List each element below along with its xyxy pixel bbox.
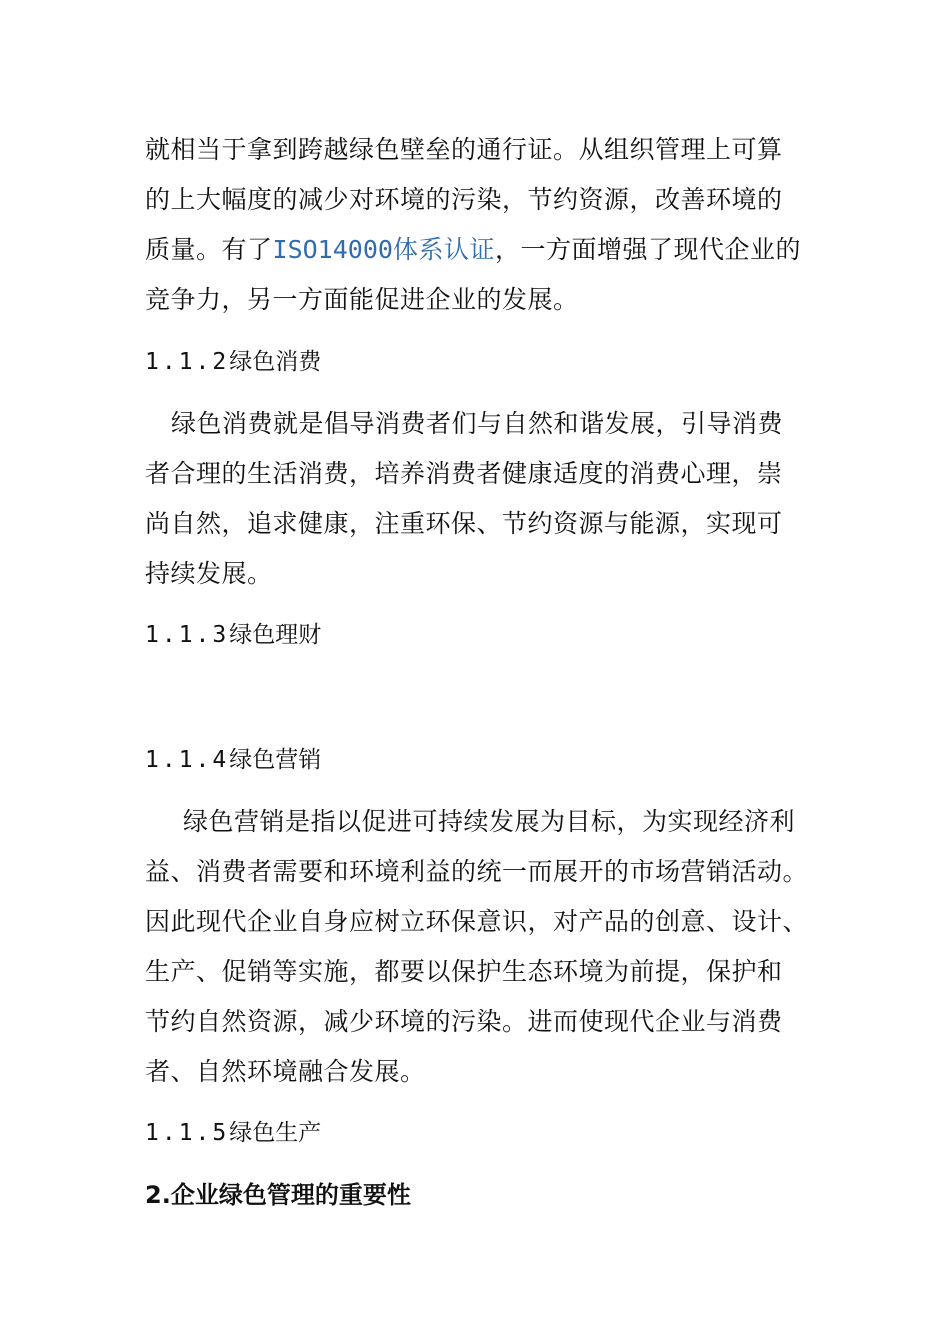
heading-1-1-3-number: 1.1.3 — [145, 622, 230, 648]
paragraph-2-line-4: 持续发展。 — [145, 559, 273, 588]
paragraph-3-line-6: 者、自然环境融合发展。 — [145, 1057, 426, 1086]
iso14000-code: ISO14000 — [272, 235, 393, 264]
heading-1-1-5 — [145, 1118, 321, 1148]
paragraph-3-line-5: 节约自然资源，减少环境的污染。进而使现代企业与消费 — [145, 1007, 783, 1036]
paragraph-1-line-3-end: ，一方面增强了现代企业的 — [494, 235, 801, 264]
heading-1-1-2 — [145, 347, 321, 377]
section-2-title: 2.企业绿色管理的重要性 — [145, 1181, 411, 1209]
paragraph-1-line-3 — [145, 234, 801, 266]
paragraph-1-line-1: 就相当于拿到跨越绿色壁垒的通行证。从组织管理上可算 — [145, 135, 783, 164]
paragraph-2-line-1: 绿色消费就是倡导消费者们与自然和谐发展，引导消费 — [171, 409, 784, 438]
heading-1-1-2-title: 绿色消费 — [229, 349, 322, 375]
paragraph-2-line-3: 尚自然，追求健康，注重环保、节约资源与能源，实现可 — [145, 509, 783, 538]
heading-1-1-2-number: 1.1.2 — [145, 349, 230, 375]
heading-1-1-4-title: 绿色营销 — [229, 747, 322, 773]
heading-1-1-3-title: 绿色理财 — [229, 622, 322, 648]
paragraph-3-line-3: 因此现代企业自身应树立环保意识，对产品的创意、设计、 — [145, 907, 809, 936]
paragraph-3-line-2: 益、消费者需要和环境利益的统一而展开的市场营销活动。 — [145, 857, 809, 886]
heading-1-1-4-number: 1.1.4 — [145, 747, 230, 773]
paragraph-1-line-4: 竞争力，另一方面能促进企业的发展。 — [145, 285, 579, 314]
heading-1-1-5-number: 1.1.5 — [145, 1120, 230, 1146]
paragraph-1-line-3-start: 质量。有了 — [145, 235, 273, 264]
heading-1-1-3 — [145, 620, 321, 650]
heading-1-1-4 — [145, 745, 321, 775]
iso14000-link-text: 体系认证 — [392, 235, 495, 264]
paragraph-3-line-1: 绿色营销是指以促进可持续发展为目标，为实现经济利 — [183, 807, 796, 836]
paragraph-1-line-2: 的上大幅度的减少对环境的污染，节约资源，改善环境的 — [145, 185, 783, 214]
heading-1-1-5-title: 绿色生产 — [229, 1120, 322, 1146]
iso14000-link[interactable] — [273, 235, 495, 264]
paragraph-3-line-4: 生产、促销等实施，都要以保护生态环境为前提，保护和 — [145, 957, 783, 986]
paragraph-2-line-2: 者合理的生活消费，培养消费者健康适度的消费心理，崇 — [145, 459, 783, 488]
